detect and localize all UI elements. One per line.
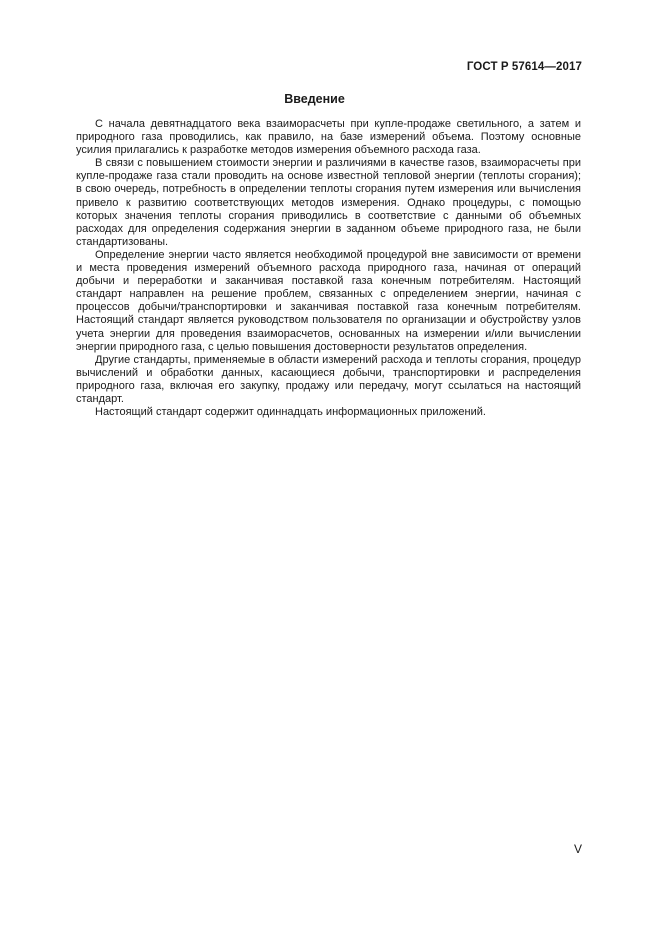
- document-code: ГОСТ Р 57614—2017: [466, 61, 582, 73]
- paragraph: Другие стандарты, применяемые в области измерений расхода и теплоты сгорания, процедур вычислений и обработки данных, касающиеся добычи, транспортировки и распределения природного газа, включая его закупку, продажу или передачу, могут ссылаться на настоящий стандарт.: [76, 353, 581, 405]
- page-title: Введение: [284, 92, 345, 106]
- page-number: V: [574, 842, 583, 856]
- paragraph: С начала девятнадцатого века взаиморасчеты при купле-продаже светильного, а затем и природного газа проводились, как правило, на базе измерений объема. Поэтому основные усилия прилагались к разработке методов измерения объемного расхода газа.: [76, 118, 581, 157]
- paragraph: В связи с повышением стоимости энергии и различиями в качестве газов, взаиморасчеты при купле-продаже газа стали проводить на основе известной тепловой энергии (теплоты сгорания); в свою очередь, потребность в определении теплоты сгорания путем измерения или вычисления привело к развитию соответствующих методов измерения. Однако процедуры, с помощью которых значения теплоты сгорания приводились в соответствие с данными об объемных расходах для определения содержания энергии в заданном объеме природного газа, не были стандартизованы.: [76, 157, 581, 248]
- paragraph: Настоящий стандарт содержит одиннадцать информационных приложений.: [95, 406, 486, 419]
- paragraph: Определение энергии часто является необходимой процедурой вне зависимости от времени и места проведения измерений объемного расхода природного газа, начиная от операций добычи и переработки и заканчивая поставкой газа конечным потребителям. Настоящий стандарт направлен на решение проблем, связанных с определением энергии, начиная с процессов добычи/транспортировки и заканчивая поставкой газа конечным потребителям. Настоящий стандарт является руководством пользователя по организации и обустройству узлов учета энергии для проведения взаиморасчетов, основанных на измерении и/или вычислении энергии природного газа, с целью повышения достоверности результатов определения.: [76, 248, 581, 353]
- body-text: [76, 118, 581, 419]
